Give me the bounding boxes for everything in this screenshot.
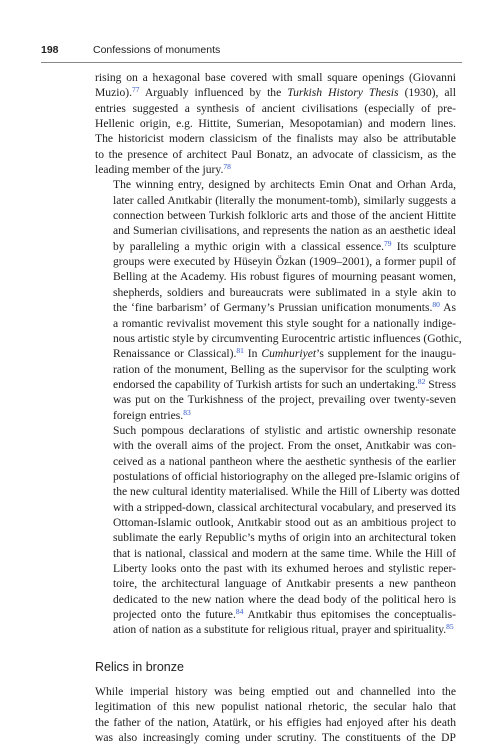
footnote-ref-81[interactable]: 81 [236,346,244,356]
section-heading: Relics in bronze [95,659,184,674]
header-rule [41,62,462,63]
footnote-ref-79[interactable]: 79 [384,238,392,248]
body-text [95,70,462,745]
running-title: Confessions of monuments [93,44,221,56]
footnote-ref-78[interactable]: 78 [223,162,231,172]
running-header [41,44,451,56]
footnote-ref-85[interactable]: 85 [446,622,454,632]
footnote-ref-84[interactable]: 84 [235,607,244,617]
paragraph: Such pompous declarations of stylistic and artistic ownership resonate with the overall aims of the project. From the onset, Anıtkabir was con- ceived as a national pantheon where the aesthetic synthesis of the earlier postulations of official historiography on the alleged pre-Islamic origins of the new cultural identity materialised. While the Hill of Liberty was dotted with a stripped-down, classical architectural vocabulary, and preserved its Ottoman-Islamic outlook, Anıtkabir stood out as an ambitious project to sublimate the early Republic’s myths of origin into an architectural token that is national, classical and modern at the same time. While the Hill of Liberty looks onto the past with its exhumed heroes and stylistic reper- toire, the architectural language of Anıtkabir presents a new pantheon dedicated to the new nation where the dead body of the political hero is projected onto the future.$^{84}$ Anıtkabir thus epitomises the conceptualis- ation of nation as a substitute for religious ritual, prayer and spirituality.$^{85}$ [113,423,460,637]
footnote-ref-77[interactable]: 77 [132,85,140,95]
footnote-ref-80[interactable]: 80 [432,300,440,310]
footnote-ref-82[interactable]: 82 [417,376,426,386]
footnote-ref-83[interactable]: 83 [183,407,191,417]
paragraph: rising on a hexagonal base covered with small square openings (Giovanni Muzio).$^{77}$ Arguably influenced by the Turkish History Thesis (1930), all entries suggested a synthesis of ancient civilisations (especially of pre- Hellenic origin, e.g. Hittite, Sumerian, Mesopotamian) and modern lines. The historicist modern classicism of the finalists may also be attributable to the presence of architect Paul Bonatz, an advocate of classicism, as the leading member of the jury.$^{78}$ [95,71,456,177]
paragraph: While imperial history was being emptied out and channelled into the legitimation of this new populist national rhetoric, the secular halo that the father of the nation, Atatürk, or his effigies had enjoyed after his death was also increasingly coming under scrutiny. The constituents of the DP [95,685,456,745]
page-number: 198 [41,44,59,56]
paragraph: The winning entry, designed by architects Emin Onat and Orhan Arda, later called Anıtkabir (literally the monument-tomb), similarly suggests a connection between Turkish folkloric arts and those of the ancient Hittite and Sumerian civilisations, and represents the nation as an aesthetic ideal by paralleling a mythic origin with a classical essence.$^{79}$ Its sculpture groups were executed by Hüseyin Özkan (1909–2001), a former pupil of Belling at the Academy. His robust figures of mourning peasant women, shepherds, soldiers and bureaucrats were sublimated in a style akin to the ‘fine barbarism’ of Germany’s Prussian unification monuments.$^{80}$ As a romantic revivalist movement this style sought for a nationally indige- nous artistic style by circumventing Eurocentric artistic influences (Gothic, Renaissance or Classical).$^{81}$ In Cumhuriyet’s supplement for the inaugu- ration of the monument, Belling as the supervisor for the sculpting work endorsed the capability of Turkish artists for such an undertaking.$^{82}$ Stress was put on the Turkishness of the project, prevailing over twenty-seven foreign entries.$^{83}$ [113,178,462,422]
